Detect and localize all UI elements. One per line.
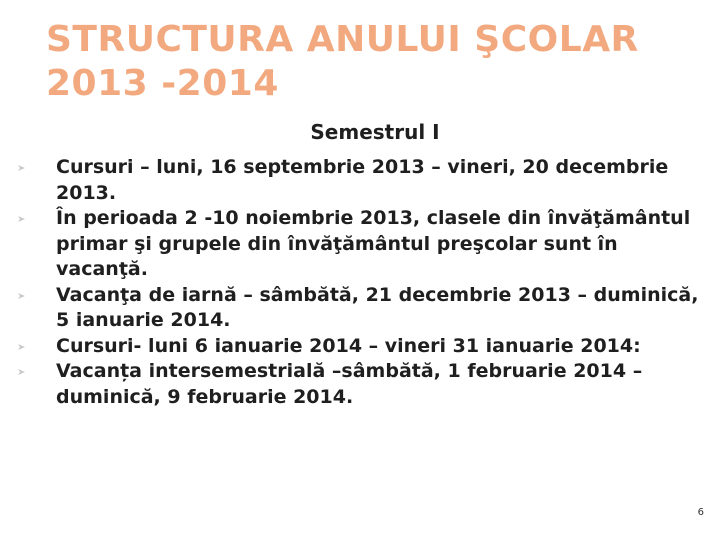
page-number: 6: [697, 507, 704, 518]
diamond-bullet-icon: [18, 216, 25, 222]
diamond-bullet-icon: [18, 344, 25, 350]
diamond-bullet-icon: [18, 293, 25, 299]
bullet-text: Vacanţa de iarnă – sâmbătă, 21 decembrie 2013 – duminică, 5 ianuarie 2014.: [56, 283, 699, 331]
bullet-text: În perioada 2 -10 noiembrie 2013, clasele din învăţământul primar şi grupele din învăţământul preşcolar sunt în vacanţă.: [56, 207, 691, 280]
slide-title: [46, 18, 686, 106]
bullet-text: Cursuri – luni, 16 septembrie 2013 – vineri, 20 decembrie 2013.: [56, 156, 669, 204]
list-item: [18, 155, 708, 206]
list-item: [18, 359, 708, 410]
bullet-text: Cursuri- luni 6 ianuarie 2014 – vineri 31 ianuarie 2014:: [56, 334, 641, 357]
semester-heading: Semestrul I: [310, 120, 440, 144]
title-line-2: 2013 -2014: [46, 63, 279, 104]
bullet-text: Vacanța intersemestrială –sâmbătă, 1 februarie 2014 – duminică, 9 februarie 2014.: [56, 360, 643, 408]
bullet-list: [18, 155, 708, 410]
diamond-bullet-icon: [18, 165, 25, 171]
list-item: [18, 334, 708, 360]
title-line-1: STRUCTURA ANULUI ŞCOLAR: [46, 19, 639, 60]
list-item: [18, 206, 708, 283]
list-item: [18, 283, 708, 334]
diamond-bullet-icon: [18, 369, 25, 375]
